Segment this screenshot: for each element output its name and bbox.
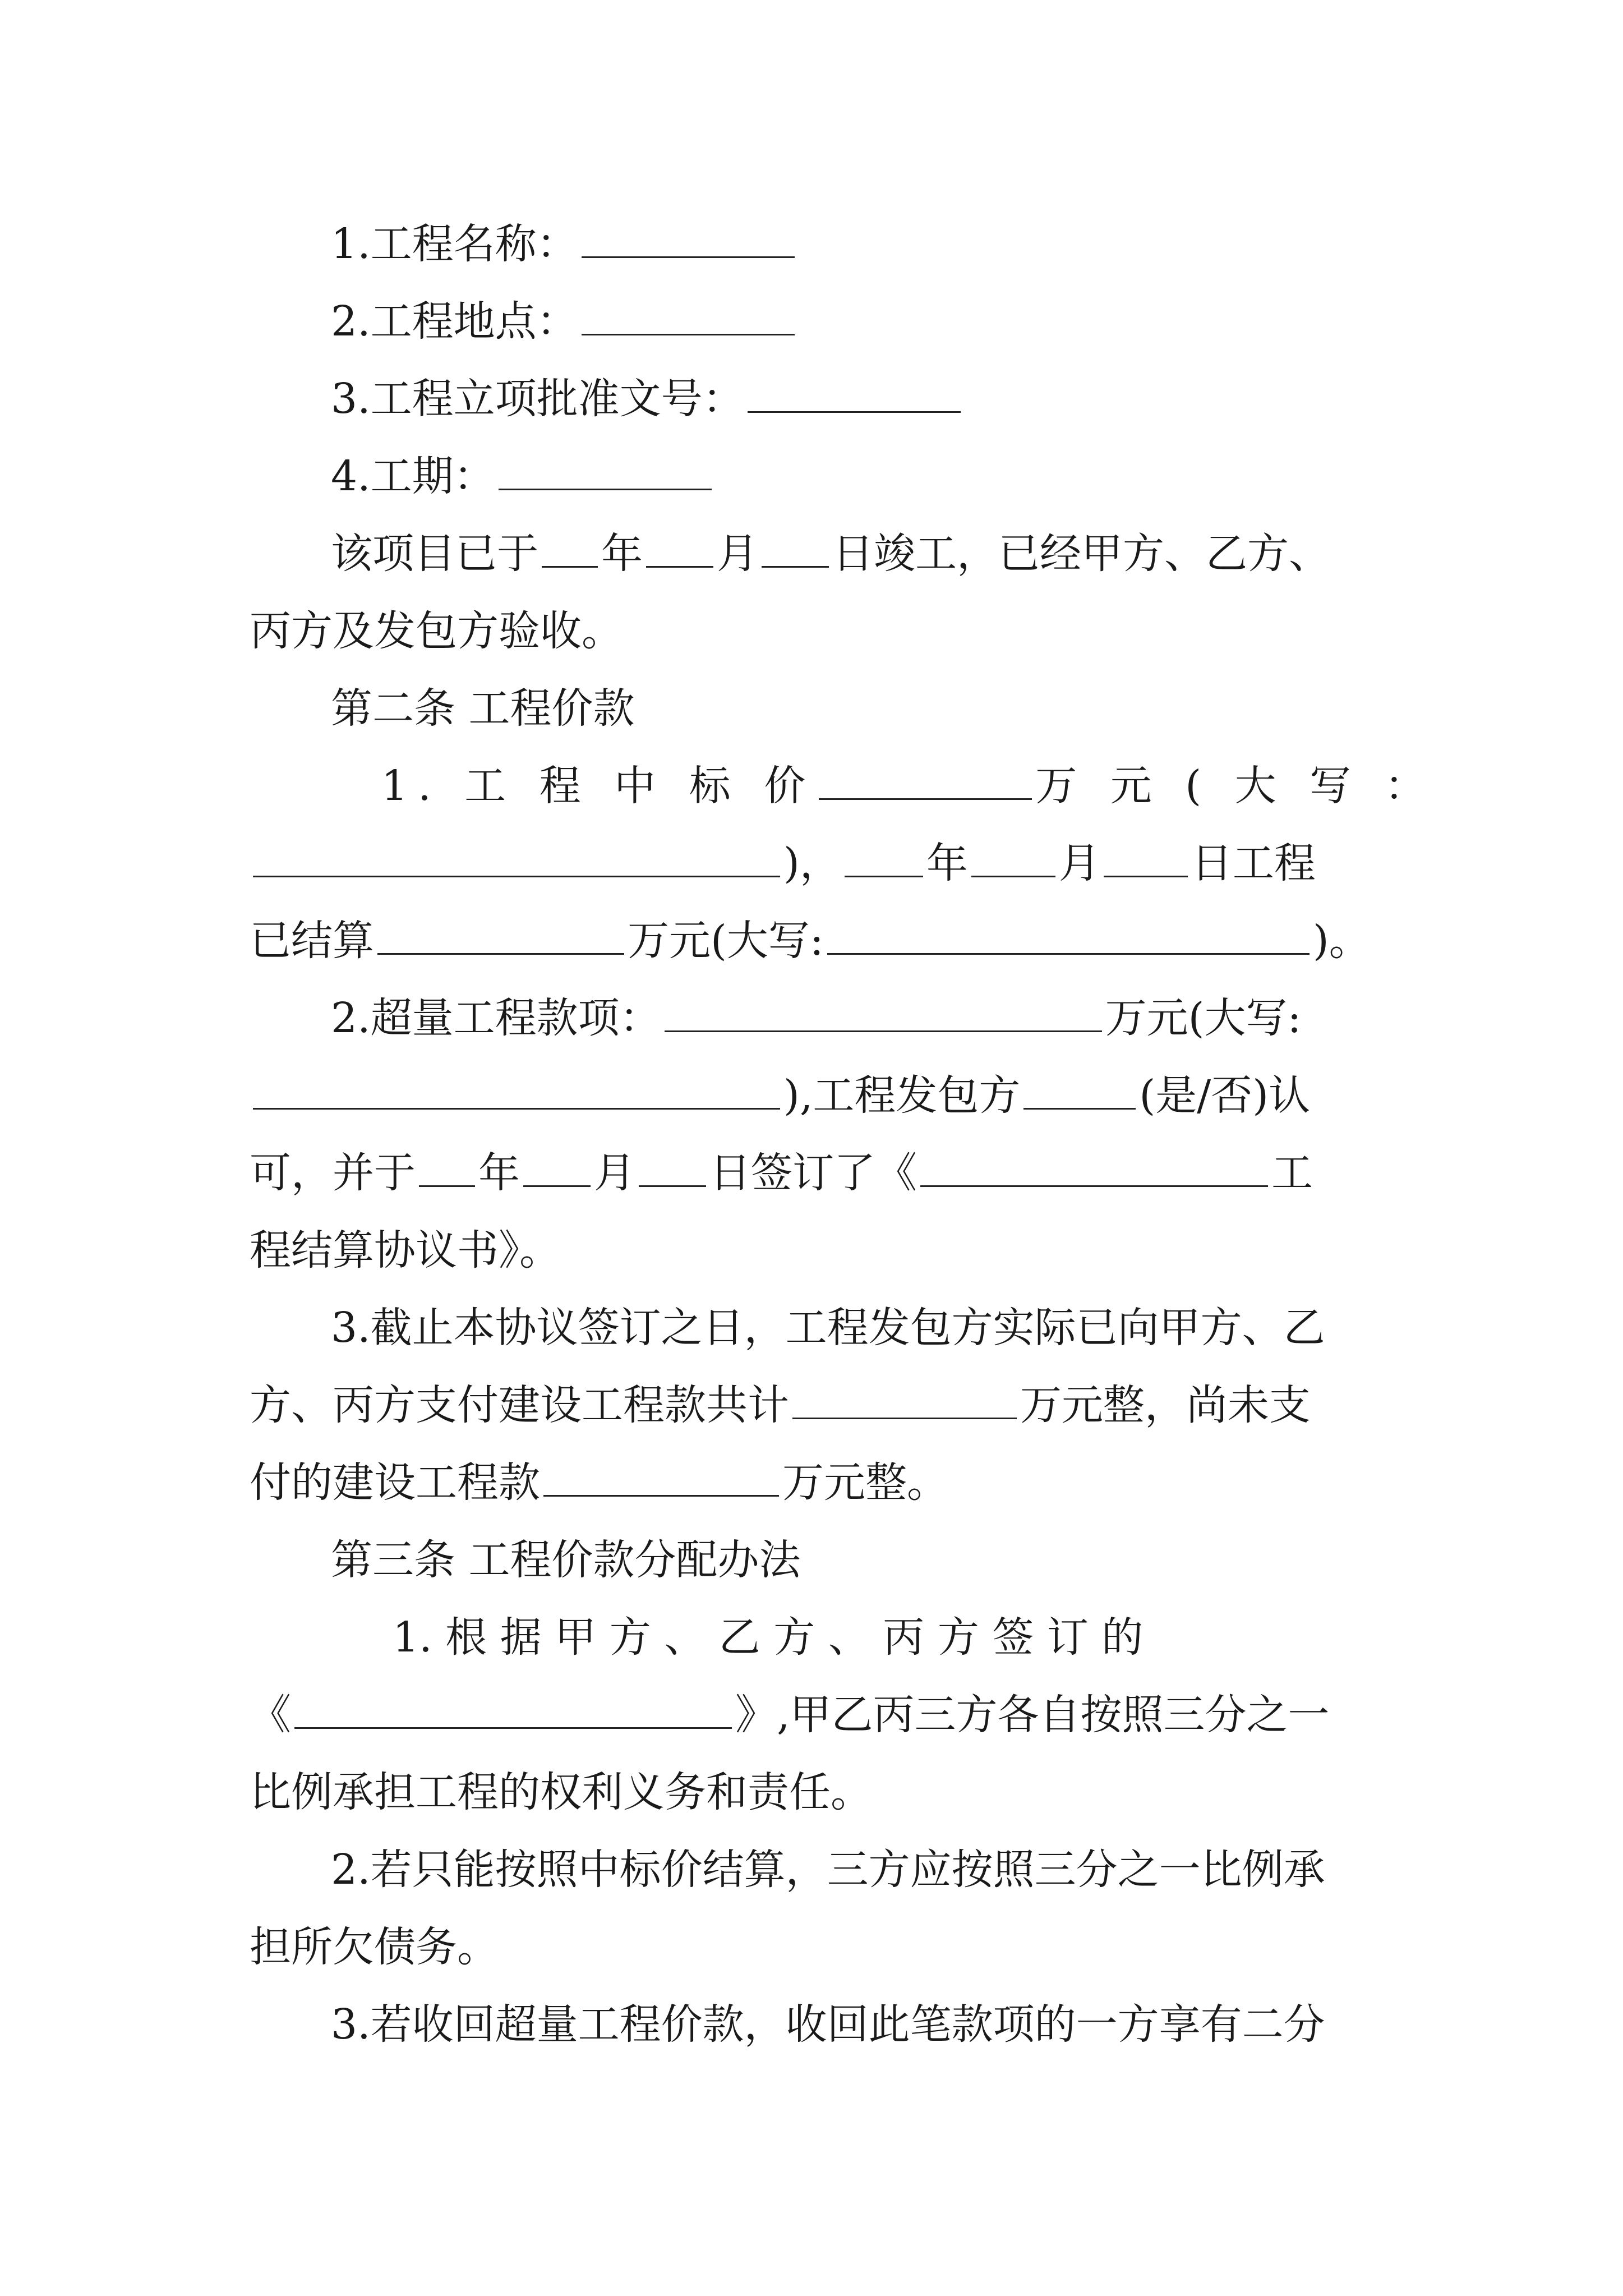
blank-field[interactable]	[499, 456, 712, 490]
paid-amount-line	[250, 1381, 1311, 1429]
paragraph-line	[250, 607, 623, 655]
excess-payment-line	[331, 994, 1302, 1042]
text-run: 方、丙方支付建设工程款共计	[250, 1381, 789, 1429]
blank-field[interactable]	[646, 533, 713, 568]
text-run: 担所欠债务。	[250, 1923, 499, 1971]
settlement-agreement-line	[250, 1149, 1313, 1197]
text-run: 年	[926, 839, 968, 887]
text-run: 月	[1058, 839, 1100, 887]
text-run: 3.工程立项批准文号：	[331, 375, 744, 423]
blank-field[interactable]	[294, 1695, 732, 1729]
agreement-name-line	[250, 1691, 1330, 1739]
text-run: 2.超量工程款项：	[331, 994, 661, 1042]
blank-field[interactable]	[845, 843, 923, 877]
text-run: 1. 工 程 中 标 价	[381, 762, 816, 810]
text-run: 日竣工，已经甲方、乙方、	[832, 530, 1330, 578]
blank-field[interactable]	[253, 843, 780, 877]
text-run: 该项目已于	[331, 530, 538, 578]
text-run: )。	[1312, 917, 1371, 965]
blank-field[interactable]	[253, 1075, 780, 1110]
paragraph-line	[250, 1768, 872, 1816]
paragraph-line	[331, 1846, 1325, 1894]
blank-field[interactable]	[762, 533, 829, 568]
article-three-heading	[331, 1536, 801, 1584]
blank-field[interactable]	[377, 921, 624, 955]
text-run: 万元整。	[782, 1458, 948, 1507]
text-run: 丙方及发包方验收。	[250, 607, 623, 655]
blank-field[interactable]	[523, 1153, 591, 1187]
approval-number-line	[331, 375, 964, 423]
paragraph-line	[250, 1923, 499, 1971]
text-run: 》,甲乙丙三方各自按照三分之一	[735, 1691, 1330, 1739]
blank-field[interactable]	[920, 1153, 1268, 1187]
blank-field[interactable]	[792, 1385, 1017, 1419]
excess-payment-continued-line	[250, 1071, 1311, 1120]
blank-field[interactable]	[819, 766, 1032, 800]
project-location-line	[331, 297, 798, 346]
blank-field[interactable]	[582, 224, 795, 258]
text-run: 日工程	[1191, 839, 1316, 887]
blank-field[interactable]	[582, 301, 795, 335]
bid-price-line	[381, 762, 1436, 810]
text-run: 3.截止本协议签订之日，工程发包方实际已向甲方、乙	[331, 1304, 1325, 1352]
duration-line	[331, 452, 715, 500]
text-run: 第二条 工程价款	[331, 684, 635, 733]
text-run: 年	[601, 530, 643, 578]
paragraph-line	[331, 2000, 1325, 2049]
text-run: 1. 根 据 甲 方 、 乙 方 、 丙 方 签 订 的	[393, 1613, 1144, 1662]
paragraph-line	[331, 1304, 1325, 1352]
text-run: 万 元 ( 大 写 ：	[1035, 762, 1436, 810]
text-run: 付的建设工程款	[250, 1458, 540, 1507]
article-two-heading	[331, 684, 635, 733]
blank-field[interactable]	[639, 1153, 706, 1187]
unpaid-amount-line	[250, 1458, 948, 1507]
paragraph-line	[393, 1613, 1144, 1662]
bid-price-continued-line	[250, 839, 1316, 887]
text-run: 程结算协议书》。	[250, 1226, 561, 1274]
project-name-line	[331, 220, 798, 268]
text-run: 月	[717, 530, 758, 578]
text-run: 《	[250, 1691, 291, 1739]
blank-field[interactable]	[665, 998, 1102, 1032]
text-run: 月	[594, 1149, 635, 1197]
paragraph-line	[250, 1226, 561, 1274]
text-run: 3.若收回超量工程价款，收回此笔款项的一方享有二分	[331, 2000, 1325, 2049]
settled-amount-line	[250, 917, 1371, 965]
text-run: 第三条 工程价款分配办法	[331, 1536, 801, 1584]
text-run: 年	[478, 1149, 520, 1197]
text-run: 已结算	[250, 917, 374, 965]
blank-field[interactable]	[971, 843, 1055, 877]
text-run: 可，并于	[250, 1149, 416, 1197]
blank-field[interactable]	[827, 921, 1310, 955]
text-run: 比例承担工程的权利义务和责任。	[250, 1768, 872, 1816]
text-run: )，	[783, 839, 841, 887]
text-run: 2.工程地点：	[331, 297, 578, 346]
text-run: 2.若只能按照中标价结算，三方应按照三分之一比例承	[331, 1846, 1325, 1894]
text-run: 工	[1271, 1149, 1313, 1197]
blank-field[interactable]	[748, 379, 961, 413]
text-run: ),工程发包方	[783, 1071, 1021, 1120]
text-run: 日签订了《	[709, 1149, 917, 1197]
blank-field[interactable]	[1023, 1075, 1136, 1110]
text-run: 4.工期：	[331, 452, 495, 500]
text-run: 万元(大写:	[1105, 994, 1302, 1042]
text-run: 万元整，尚未支	[1020, 1381, 1311, 1429]
text-run: (是/否)认	[1139, 1071, 1311, 1120]
blank-field[interactable]	[542, 533, 598, 568]
blank-field[interactable]	[419, 1153, 475, 1187]
blank-field[interactable]	[543, 1462, 779, 1497]
blank-field[interactable]	[1104, 843, 1188, 877]
text-run: 1.工程名称：	[331, 220, 578, 268]
completion-date-line	[331, 530, 1330, 578]
text-run: 万元(大写:	[628, 917, 824, 965]
